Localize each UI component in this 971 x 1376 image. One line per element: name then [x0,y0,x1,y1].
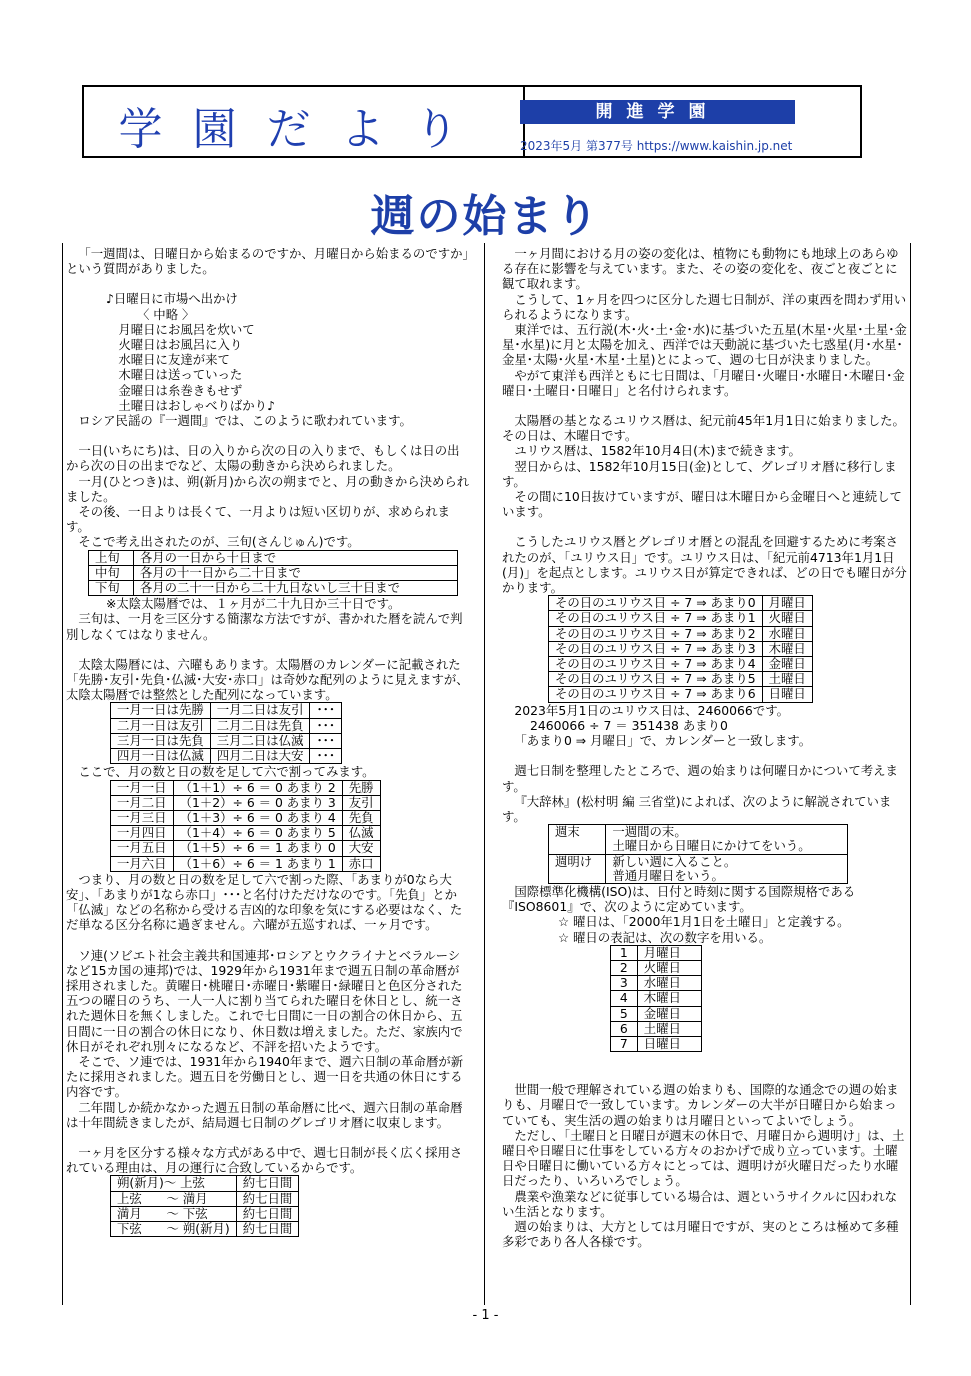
paragraph: こうして、1ヶ月を四つに区分した週七日制が、洋の東西を問わず用いられるようになります。 [502,291,907,322]
paragraph: 一ヶ月間における月の姿の変化は、植物にも動物にも地球上のあらゆる存在に影響を与えています。また、その姿の変化を、夜ごと夜ごとに観て取れます。 [502,246,899,292]
table-row [549,596,813,611]
left-column [66,246,470,1237]
table-row [611,976,702,991]
iso-rule: ☆ 曜日の表記は、次の数字を用いる。 [558,929,772,945]
jun-table [88,550,458,597]
table-cell: 中旬 [89,565,134,580]
table-cell: （1＋2）÷ 6 ＝ 0 あまり 3 [173,795,342,810]
table-cell: 二月二日は先負 [210,718,310,733]
table-row [89,565,458,580]
table-cell: 一月五日 [111,841,174,856]
paragraph: 一月(ひとつき)は、朔(新月)から次の朔までと、月の動きから決められました。 [66,473,470,504]
table-cell: 金曜日 [762,657,812,672]
paragraph: 世間一般で理解されている週の始まりも、国際的な通念での週の始まりも、月曜日で一致しています。カレンダーの大半が日曜日から始まっていても、実生活の週の始まりは月曜日といってよいでしょう。 [502,1082,899,1128]
table-cell: その日のユリウス日 ÷ 7 ⇒ あまり3 [549,641,763,656]
table-row [89,581,458,596]
table-cell: 二月一日は友引 [111,718,211,733]
headline: 週の始まり [370,191,601,242]
table-cell: 各月の一日から十日まで [133,550,457,565]
table-cell: 4 [611,991,638,1006]
table-row [549,672,813,687]
table-cell: 先勝 [342,780,380,795]
right-border [910,243,911,1305]
table-cell: 土曜日 [762,672,812,687]
paragraph: 「あまり0 ⇒ 月曜日」で、カレンダーと一致します。 [514,733,812,749]
table-row [111,733,342,748]
table-cell: 先負 [342,810,380,825]
table-cell: 一月二日 [111,795,174,810]
table-cell: （1＋6）÷ 6 ＝ 1 あまり 1 [173,856,342,871]
table-cell: 週明け [549,854,606,883]
table-cell: 新しい週に入ること。 [606,854,848,869]
table-cell: 日曜日 [762,687,812,702]
issue-info: 2023年5月 第377号 https://www.kaishin.jp.net [520,139,793,153]
table-cell: 赤口 [342,856,380,871]
table-row [111,1191,299,1206]
paragraph: つまり、月の数と日の数を足して六で割った際、「あまりが0なら大安」、「あまりが1なら赤口」･･･と名付けただけなのです。「先負」とか「仏滅」などの名称から受ける吉凶的な印象を気にする必要はなく、ただ単なる区分名称に過ぎません。六曜が五巡すれば、一ヶ月です。 [66,871,463,933]
lyric-line: ♪日曜日に市場へ出かけ [106,291,238,307]
table-cell: 火曜日 [637,960,701,975]
table-cell: 6 [611,1021,638,1036]
paragraph: 『大辞林』(松村明 編 三省堂)によれば、次のように解説されています。 [502,793,892,824]
table-cell: 四月二日は大安 [210,749,310,764]
dictionary-table [548,824,848,884]
table-cell: 一月三日 [111,810,174,825]
table-cell: 7 [611,1036,638,1051]
table-row [549,657,813,672]
table-cell: （1＋1）÷ 6 ＝ 0 あまり 2 [173,780,342,795]
table-row [611,1021,702,1036]
table-row [111,1221,299,1236]
table-cell: 大安 [342,841,380,856]
table-cell: ･･･ [310,749,342,764]
julian-day-table [548,595,813,702]
table-cell: 土曜日から日曜日にかけてをいう。 [606,839,848,854]
table-row [611,960,702,975]
paragraph: ユリウス暦は、1582年10月4日(木)まで続きます。 [514,443,801,459]
table-row [549,687,813,702]
table-row [611,1006,702,1021]
table-row [111,841,381,856]
table-cell: 一月一日は先勝 [111,703,211,718]
paragraph: 週七日制を整理したところで、週の始まりは何曜日かについて考えます。 [502,763,898,794]
paragraph: 一ヶ月を区分する様々な方式がある中で、週七日制が長く広く採用されている理由は、月の運行に合致しているからです。 [66,1144,463,1176]
table-cell: 三月二日は仏滅 [210,733,310,748]
table-cell: その日のユリウス日 ÷ 7 ⇒ あまり2 [549,626,763,641]
table-cell: その日のユリウス日 ÷ 7 ⇒ あまり5 [549,672,763,687]
page-number: - 1 - [472,1308,499,1323]
paragraph: そこで考え出されたのが、三旬(さんじゅん)です。 [78,534,360,550]
table-row [111,780,381,795]
table-cell: 三月一日は先負 [111,733,211,748]
paragraph: その後、一日よりは長くて、一月よりは短い区切りが、求められます。 [66,504,450,535]
rokuyo-calc-table [110,780,381,872]
paragraph: 翌日からは、1582年10月15日(金)として、グレゴリオ暦に移行します。 [502,458,897,489]
paragraph: 2023年5月1日のユリウス日は、2460066です。 [514,702,789,718]
lyric-line: 金曜日は糸巻きもせず [106,382,243,398]
table-cell: 一月四日 [111,826,174,841]
table-row [549,825,848,840]
paragraph: 太陰太陽暦には、六曜もあります。太陽暦のカレンダーに記載された「先勝･友引･先負･仏滅･大安･赤口」は奇妙な配列のように見えますが、太陰太陽暦では整然とした配列になっています。 [66,656,469,703]
table-cell: 朔(新月)～ 上弦 [111,1176,237,1191]
table-cell: 3 [611,976,638,991]
table-row [111,826,381,841]
table-cell: 仏滅 [342,826,380,841]
table-row [611,945,702,960]
table-row [549,641,813,656]
lyric-line: 月曜日にお風呂を炊いて [106,321,255,337]
table-cell: 金曜日 [637,1006,701,1021]
moon-phase-table [110,1175,299,1237]
newsletter-title: 学園だより [118,104,489,155]
table-row [111,856,381,871]
calculation: 2460066 ÷ 7 ＝ 351438 あまり0 [530,717,728,733]
table-cell: 下旬 [89,581,134,596]
table-cell: 5 [611,1006,638,1021]
table-cell: 約七日間 [236,1206,299,1221]
paragraph: 一日(いちにち)は、日の入りから次の日の入りまで、もしくは日の出から次の日の出までなど、太陽の動きから決められました。 [66,443,460,474]
iso-rule: ☆ 曜日は、「2000年1月1日を土曜日」と定義する。 [558,914,850,930]
paragraph: 三旬は、一月を三区分する簡潔な方法ですが、書かれた暦を読んで判別しなくてはなりません。 [66,611,463,642]
table-row [111,703,342,718]
table-cell: 木曜日 [637,991,701,1006]
table-cell: 2 [611,960,638,975]
table-cell: 各月の十一日から二十日まで [133,565,457,580]
table-row [611,1036,702,1051]
paragraph: その間に10日抜けていますが、曜日は木曜日から金曜日へと連続しています。 [502,489,902,520]
table-cell: 約七日間 [236,1191,299,1206]
table-cell: 一月六日 [111,856,174,871]
table-cell: 約七日間 [236,1176,299,1191]
table-cell: 各月の二十一日から二十九日ないし三十日まで [133,581,457,596]
table-cell: 木曜日 [762,641,812,656]
paragraph: 二年間しか続かなかった週五日制の革命暦に比べ、週六日制の革命暦は十年間続きましたが、結局週七日制のグレゴリオ暦に収束します。 [66,1099,463,1130]
rokuyo-table [110,702,342,764]
table-cell: 一月二日は友引 [210,703,310,718]
table-row [111,1176,299,1191]
paragraph: 国際標準化機構(ISO)は、日付と時刻に関する国際規格である『ISO8601』で、次のように定めています。 [502,883,856,915]
table-row [111,795,381,810]
table-cell: 月曜日 [637,945,701,960]
masthead-title-box [84,87,525,156]
school-name: 開進学園 [520,100,795,124]
table-cell: 火曜日 [762,611,812,626]
column-divider [484,243,485,1305]
table-cell: 月曜日 [762,596,812,611]
table-cell: 水曜日 [637,976,701,991]
table-cell: 日曜日 [637,1036,701,1051]
table-cell: その日のユリウス日 ÷ 7 ⇒ あまり0 [549,596,763,611]
table-cell: 普通月曜日をいう。 [606,869,848,884]
table-cell: ･･･ [310,733,342,748]
table-row [111,718,342,733]
paragraph: ここで、月の数と日の数を足して六で割ってみます。 [78,764,375,780]
table-cell: 下弦 ～ 朔(新月) [111,1221,237,1236]
table-cell: その日のユリウス日 ÷ 7 ⇒ あまり6 [549,687,763,702]
lyric-line: 木曜日は送っていった [106,367,243,383]
table-cell: 土曜日 [637,1021,701,1036]
song-lyrics [106,291,470,413]
table-cell: 満月 ～ 下弦 [111,1206,237,1221]
table-cell: 一週間の末。 [606,825,848,840]
lyric-line: 水曜日に友達が来て [106,352,230,368]
paragraph: こうしたユリウス暦とグレゴリオ暦との混乱を回避するために考案されたのが、「ユリウス日」です。ユリウス日は、「紀元前4713年1月1日(月)」を起点とします。ユリウス日が算定できれば、どの日でも曜日が分かります。 [502,534,907,596]
table-cell: 水曜日 [762,626,812,641]
lyric-line: 〈 中略 〉 [106,306,195,322]
iso-weekday-table [610,945,702,1052]
paragraph: 週の始まりは、大方としては月曜日ですが、実のところは極めて多種多彩であり各人各様です。 [502,1218,899,1250]
table-row [549,854,848,869]
table-row [549,626,813,641]
paragraph: 東洋では、五行説(木･火･土･金･水)に基づいた五星(木星･火星･土星･金星･水星)に月と太陽を加え、西洋では天動説に基づいた七惑星(月･水星･金星･太陽･火星･木星･土星)とによって、週の七日が決まりました。 [502,322,907,368]
table-cell: 四月一日は仏滅 [111,749,211,764]
left-border [62,243,63,1305]
paragraph: ただし、「土曜日と日曜日が週末の休日で、月曜日から週明け」は、土曜日や日曜日に仕事をしている方々のおかげで成り立っています。土曜日や日曜日に働いている方々にとっては、週明けが火曜日だったり水曜日だったり、いろいろでしょう。 [502,1127,905,1189]
table-cell: （1＋5）÷ 6 ＝ 1 あまり 0 [173,841,342,856]
lyric-line: 土曜日はおしゃべりばかり♪ [106,397,275,413]
paragraph: 農業や漁業などに従事している場合は、週というサイクルに囚われない生活となります。 [502,1188,898,1219]
paragraph: 太陽暦の基となるユリウス暦は、紀元前45年1月1日に始まりました。その日は、木曜日です。 [502,413,905,444]
table-cell: その日のユリウス日 ÷ 7 ⇒ あまり4 [549,657,763,672]
table-cell: 上旬 [89,550,134,565]
table-row [111,810,381,825]
table-cell: ･･･ [310,718,342,733]
table-cell: 1 [611,945,638,960]
paragraph: そこで、ソ連では、1931年から1940年まで、週六日制の革命暦が新たに採用されました。週五日を労働日とし、週一日を共通の休日にする内容です。 [66,1053,464,1100]
table-row [111,749,342,764]
table-cell: ･･･ [310,703,342,718]
table-row [611,991,702,1006]
table-cell: 週末 [549,825,606,854]
note: ※太陰太陽暦では、１ヶ月が二十九日か三十日です。 [106,596,401,612]
paragraph: ソ連(ソビエト社会主義共和国連邦･ロシアとウクライナとベラルーシなど15カ国の連邦)では、1929年から1931年まで週五日制の革命暦が採用されました。黄曜日･桃曜日･赤曜日･紫曜日･緑曜日と色区分された五つの曜日のうち、一人一人に割り当てられた曜日を休日とし、統一された週休日を無くしました。これで七日間に一日の割合の休日から、五日間に一日の割合の休日になり、休日数は増えました。ただ、家族内で休日がそれぞれ別々になるなど、不評を招いたようです。 [66,947,463,1054]
right-column [502,246,908,1249]
paragraph: 「一週間は、日曜日から始まるのですか、月曜日から始まるのですか」という質問がありました。 [66,246,469,277]
table-row [549,611,813,626]
table-cell: 一月一日 [111,780,174,795]
table-cell: 友引 [342,795,380,810]
table-row [111,1206,299,1221]
paragraph: ロシア民謡の『一週間』では、このように歌われています。 [78,413,412,429]
table-row [89,550,458,565]
table-cell: （1＋3）÷ 6 ＝ 0 あまり 4 [173,810,342,825]
paragraph: やがて東洋も西洋ともに七日間は、「月曜日･火曜日･水曜日･木曜日･金曜日･土曜日･日曜日」と名付けられます。 [502,367,905,398]
lyric-line: 火曜日はお風呂に入り [106,337,243,353]
table-cell: （1＋4）÷ 6 ＝ 0 あまり 5 [173,826,342,841]
table-cell: 上弦 ～ 満月 [111,1191,237,1206]
table-cell: 約七日間 [236,1221,299,1236]
table-cell: その日のユリウス日 ÷ 7 ⇒ あまり1 [549,611,763,626]
